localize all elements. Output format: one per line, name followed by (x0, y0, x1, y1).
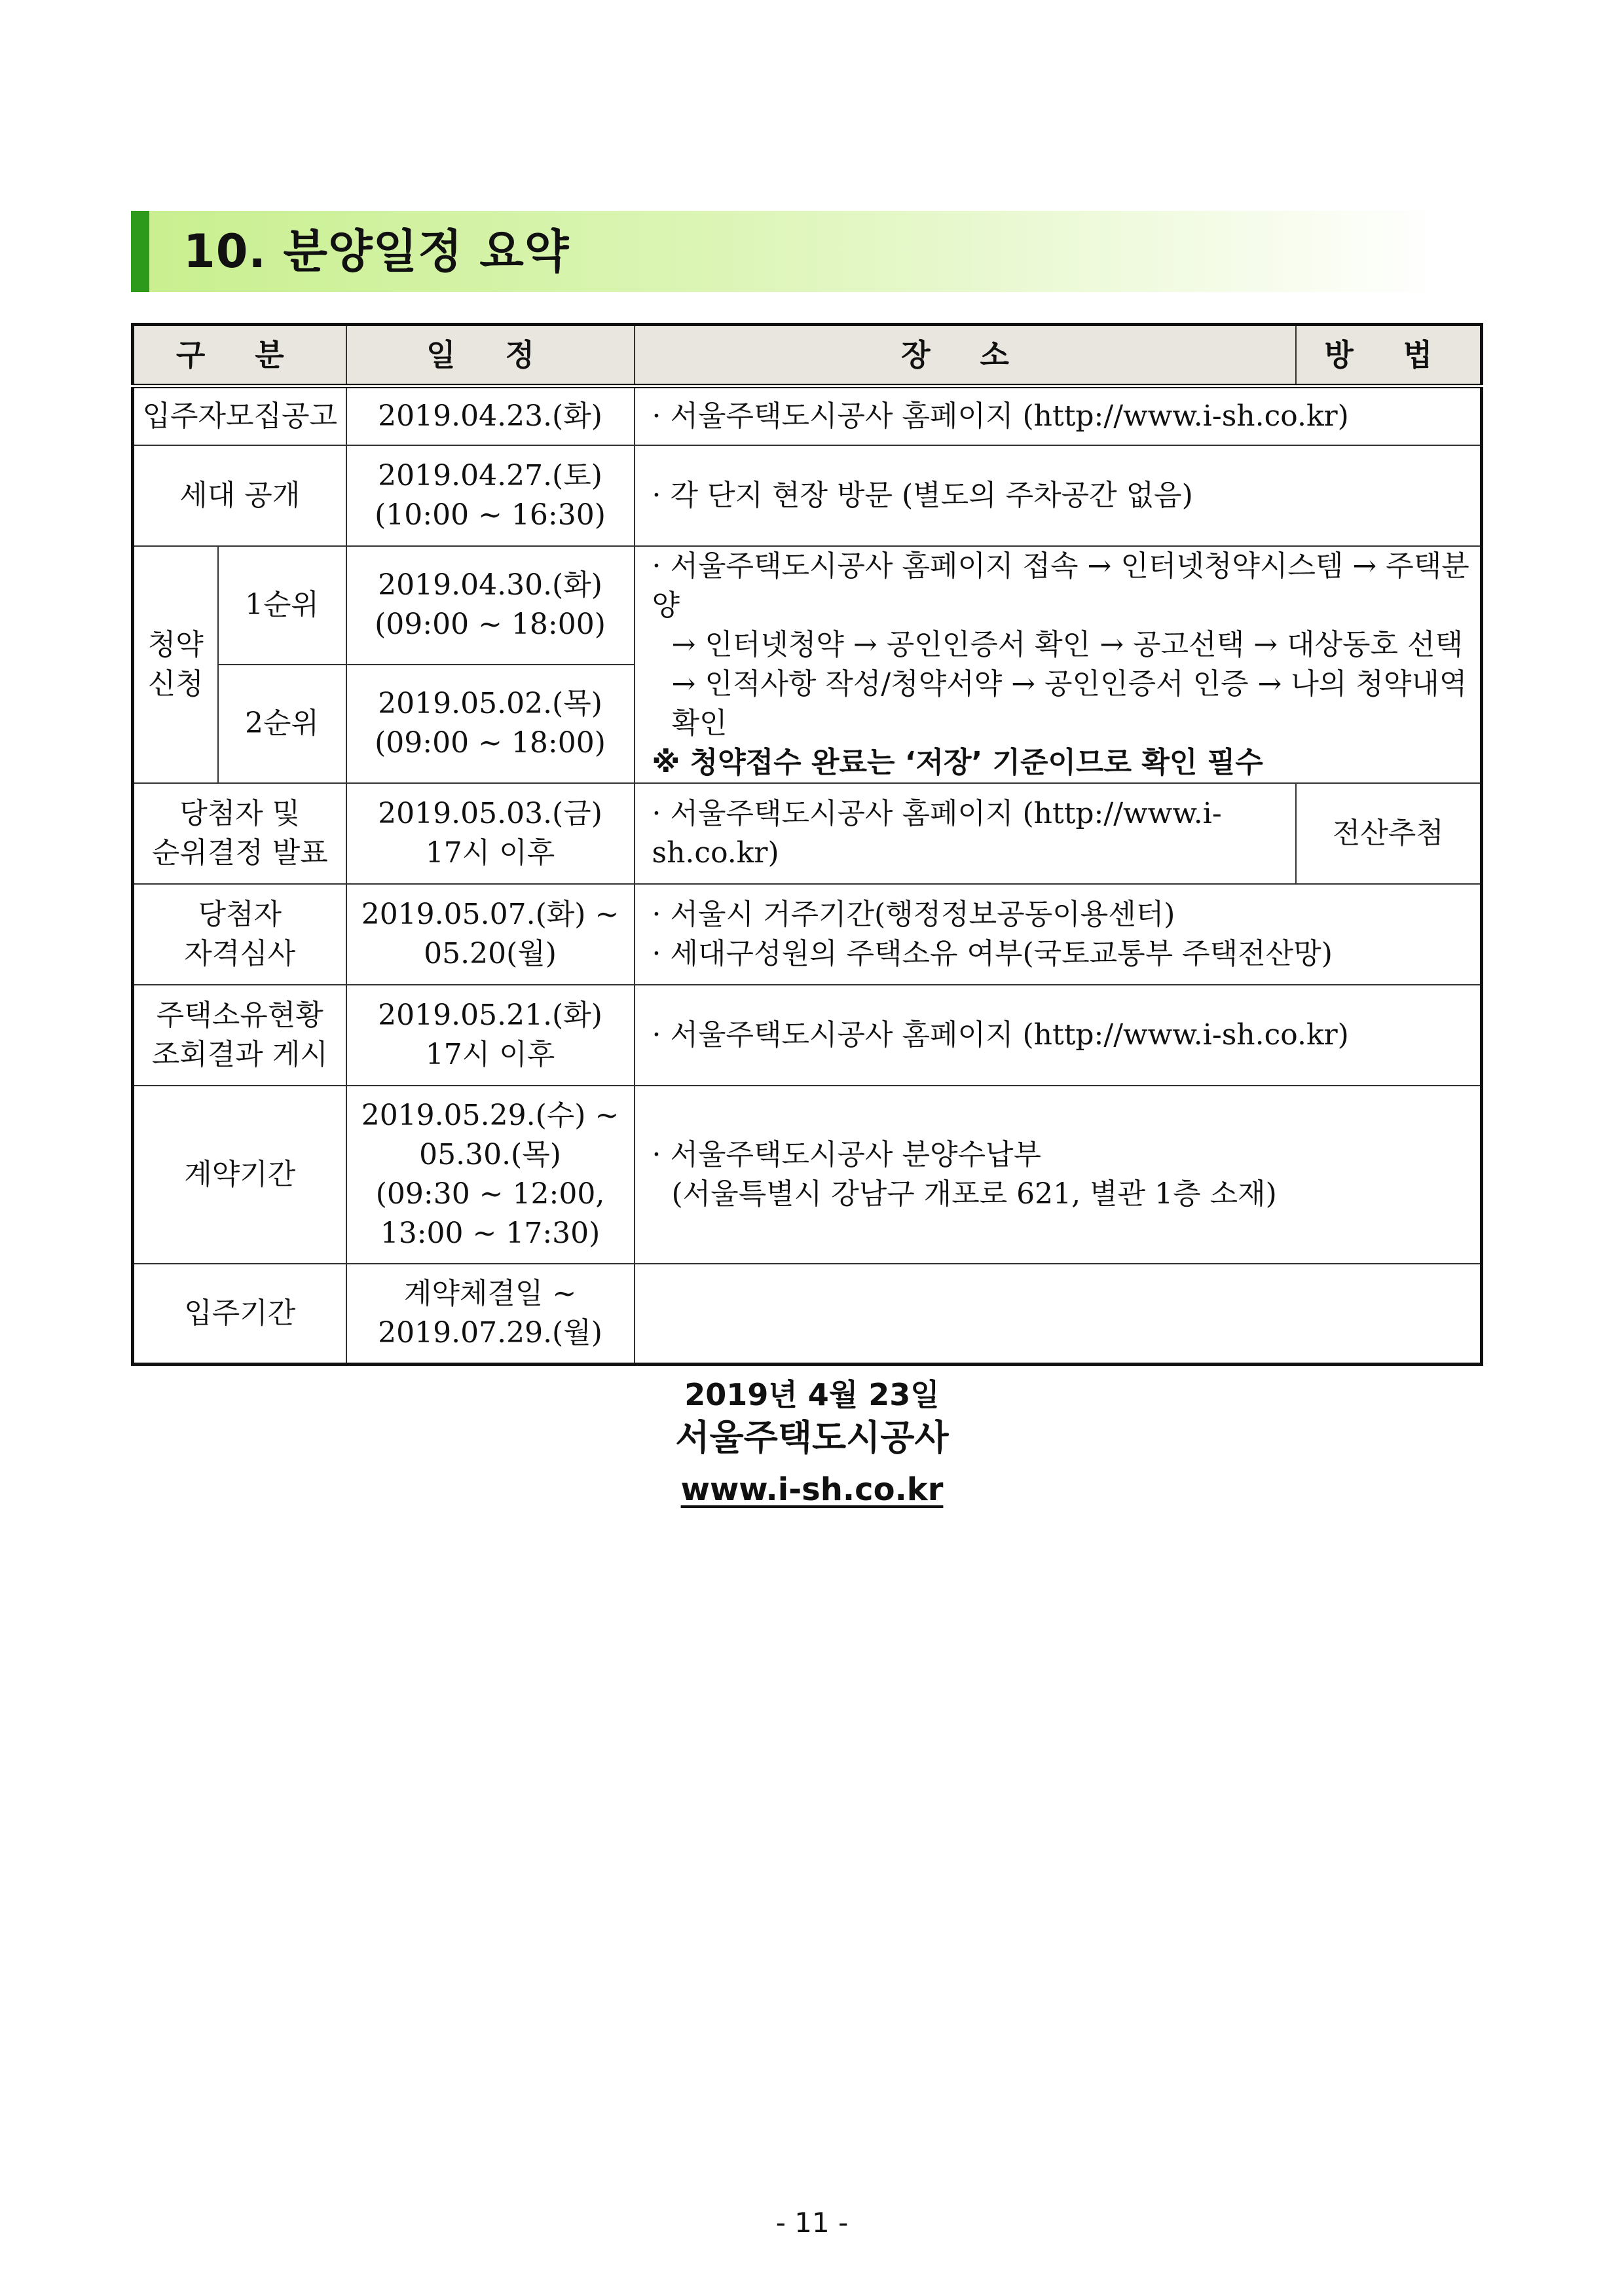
header-place: 장 소 (635, 325, 1296, 386)
category-line: 순위결정 발표 (151, 835, 328, 870)
row-category (133, 884, 346, 985)
place-line: (서울특별시 강남구 개포로 621, 별관 1층 소재) (671, 1177, 1277, 1211)
rank2-schedule (346, 665, 635, 783)
rank2-label: 2순위 (218, 665, 346, 783)
schedule-line: (10:00 ~ 16:30) (375, 498, 606, 532)
schedule-line: (09:00 ~ 18:00) (375, 726, 606, 760)
table-header-row (133, 325, 1482, 386)
category-line: 당첨자 (198, 897, 282, 931)
footer-url-link[interactable]: www.i-sh.co.kr (680, 1471, 944, 1508)
section-title: 10. 분양일정 요약 (183, 225, 570, 278)
table-row (133, 386, 1482, 445)
table-row (133, 985, 1482, 1086)
schedule-line: 2019.04.27.(토) (378, 458, 602, 492)
row-schedule (346, 884, 635, 985)
row-place (635, 884, 1482, 985)
footer-url-wrapper (0, 1469, 1624, 1510)
application-category (133, 546, 218, 783)
schedule-line: 17시 이후 (425, 1037, 555, 1071)
row-category: 입주기간 (133, 1264, 346, 1365)
row-place: · 서울주택도시공사 홈페이지 (http://www.i-sh.co.kr) (635, 985, 1482, 1086)
row-schedule (346, 783, 635, 884)
schedule-line: (09:00 ~ 18:00) (375, 608, 606, 641)
category-line: 자격심사 (184, 936, 296, 970)
schedule-line: 17시 이후 (425, 835, 555, 870)
schedule-line: 2019.05.03.(금) (378, 796, 602, 830)
place-line: · 서울시 거주기간(행정정보공동이용센터) (652, 897, 1175, 931)
table-row (133, 1264, 1482, 1365)
row-category: 입주자모집공고 (133, 386, 346, 445)
row-schedule (346, 1086, 635, 1264)
schedule-line: 2019.05.21.(화) (378, 998, 602, 1032)
rank1-schedule (346, 546, 635, 665)
row-schedule: 2019.04.23.(화) (346, 386, 635, 445)
row-schedule (346, 985, 635, 1086)
header-schedule: 일 정 (346, 325, 635, 386)
row-schedule (346, 1264, 635, 1365)
schedule-table (131, 323, 1483, 1366)
footer-date: 2019년 4월 23일 (684, 1377, 940, 1412)
row-place: · 서울주택도시공사 홈페이지 (http://www.i-sh.co.kr) (635, 783, 1296, 884)
schedule-line: 2019.05.07.(화) ~ (361, 897, 619, 931)
table-row (133, 884, 1482, 985)
place-line: → 인적사항 작성/청약서약 → 공인인증서 인증 → 나의 청약내역 확인 (671, 667, 1467, 740)
schedule-line: 13:00 ~ 17:30) (380, 1216, 600, 1250)
row-category (133, 985, 346, 1086)
page-number: - 11 - (775, 2207, 849, 2239)
row-place-empty (635, 1264, 1482, 1365)
row-category (133, 783, 346, 884)
header-method: 방 법 (1296, 325, 1482, 386)
category-line: 당첨자 및 (179, 796, 301, 830)
schedule-line: 05.20(월) (424, 936, 557, 970)
schedule-line: (09:30 ~ 12:00, (375, 1177, 605, 1211)
category-line: 조회결과 게시 (151, 1037, 328, 1071)
row-category: 계약기간 (133, 1086, 346, 1264)
schedule-line: 2019.05.02.(목) (378, 687, 602, 720)
section-accent-bar (131, 211, 149, 292)
schedule-line: 05.30.(목) (419, 1137, 561, 1171)
category-line: 신청 (147, 667, 204, 701)
schedule-line: 계약체결일 ~ (403, 1276, 577, 1310)
row-place: · 각 단지 현장 방문 (별도의 주차공간 없음) (635, 445, 1482, 546)
schedule-line: 2019.04.30.(화) (378, 568, 602, 602)
table-row (133, 445, 1482, 546)
header-category: 구 분 (133, 325, 346, 386)
row-method: 전산추첨 (1296, 783, 1482, 884)
place-line: → 인터넷청약 → 공인인증서 확인 → 공고선택 → 대상동호 선택 (671, 627, 1463, 661)
place-line: · 서울주택도시공사 분양수납부 (652, 1137, 1042, 1171)
place-line: · 세대구성원의 주택소유 여부(국토교통부 주택전산망) (652, 936, 1333, 970)
row-place (635, 1086, 1482, 1264)
schedule-line: 2019.05.29.(수) ~ (361, 1098, 619, 1132)
row-category: 세대 공개 (133, 445, 346, 546)
footer-organization: 서울주택도시공사 (675, 1417, 949, 1458)
rank1-label: 1순위 (218, 546, 346, 665)
category-line: 주택소유현황 (156, 998, 323, 1032)
application-place (635, 546, 1482, 783)
table-row (133, 546, 1482, 665)
place-line: · 서울주택도시공사 홈페이지 접속 → 인터넷청약시스템 → 주택분양 (652, 549, 1469, 622)
category-line: 청약 (147, 627, 204, 661)
schedule-line: 2019.07.29.(월) (378, 1315, 602, 1349)
row-schedule (346, 445, 635, 546)
row-place: · 서울주택도시공사 홈페이지 (http://www.i-sh.co.kr) (635, 386, 1482, 445)
table-row (133, 1086, 1482, 1264)
section-header (131, 211, 1441, 292)
application-note: ※ 청약접수 완료는 ‘저장’ 기준이므로 확인 필수 (652, 745, 1263, 779)
table-row (133, 783, 1482, 884)
